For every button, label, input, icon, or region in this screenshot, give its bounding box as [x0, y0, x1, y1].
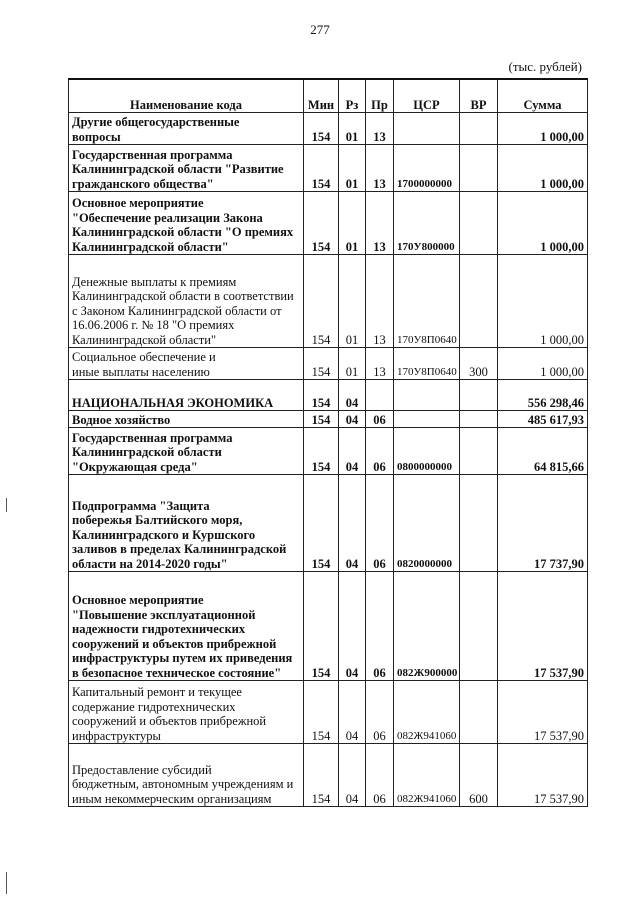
row-csr: 1700000000	[394, 145, 460, 192]
row-name: Водное хозяйство	[69, 411, 304, 428]
row-sum: 1 000,00	[498, 192, 588, 255]
row-pr: 06	[366, 681, 394, 744]
row-vr: 600	[460, 744, 498, 807]
row-csr	[394, 411, 460, 428]
header-name: Наименование кода	[69, 79, 304, 113]
row-sum: 1 000,00	[498, 113, 588, 145]
row-pr: 06	[366, 475, 394, 572]
table-row	[69, 475, 588, 572]
row-name: Государственная программа Калининградской области "Окружающая среда"	[69, 428, 304, 475]
row-min: 154	[304, 192, 339, 255]
row-rz: 01	[339, 145, 366, 192]
table-row	[69, 744, 588, 807]
row-vr: 300	[460, 348, 498, 380]
row-csr: 170У8П0640	[394, 255, 460, 348]
row-vr	[460, 411, 498, 428]
row-rz: 01	[339, 348, 366, 380]
row-rz: 04	[339, 380, 366, 411]
row-csr: 170У800000	[394, 192, 460, 255]
row-vr	[460, 192, 498, 255]
row-rz: 01	[339, 113, 366, 145]
row-sum: 17 537,90	[498, 681, 588, 744]
row-name: Другие общегосударственные вопросы	[69, 113, 304, 145]
header-csr: ЦСР	[394, 79, 460, 113]
row-min: 154	[304, 475, 339, 572]
row-min: 154	[304, 380, 339, 411]
row-sum: 1 000,00	[498, 348, 588, 380]
row-csr: 170У8П0640	[394, 348, 460, 380]
row-rz: 04	[339, 428, 366, 475]
row-sum: 1 000,00	[498, 255, 588, 348]
row-pr: 06	[366, 744, 394, 807]
table-row	[69, 348, 588, 380]
table-row	[69, 255, 588, 348]
row-rz: 04	[339, 744, 366, 807]
row-name: Предоставление субсидий бюджетным, автономным учреждениям и иным некоммерческим организациям	[69, 744, 304, 807]
row-min: 154	[304, 572, 339, 681]
row-name: Государственная программа Калининградской области "Развитие гражданского общества"	[69, 145, 304, 192]
row-csr	[394, 380, 460, 411]
row-name: НАЦИОНАЛЬНАЯ ЭКОНОМИКА	[69, 380, 304, 411]
row-name: Денежные выплаты к премиям Калининградской области в соответствии с Законом Калининградской области от 16.06.2006 г. № 18 "О премиях Калининградской области"	[69, 255, 304, 348]
header-sum: Сумма	[498, 79, 588, 113]
row-min: 154	[304, 255, 339, 348]
row-pr: 06	[366, 428, 394, 475]
row-pr: 13	[366, 348, 394, 380]
row-sum: 556 298,46	[498, 380, 588, 411]
table-row	[69, 192, 588, 255]
row-name: Основное мероприятие "Повышение эксплуатационной надежности гидротехнических сооружений и объектов прибрежной инфраструктуры путем их приведения в безопасное техническое состояние"	[69, 572, 304, 681]
table-row	[69, 411, 588, 428]
row-name: Подпрограмма "Защита побережья Балтийского моря, Калининградского и Куршского заливов в пределах Калининградской области на 2014-2020 годы"	[69, 475, 304, 572]
row-rz: 04	[339, 572, 366, 681]
scan-margin-mark	[6, 872, 7, 894]
row-vr	[460, 572, 498, 681]
table-row	[69, 572, 588, 681]
row-pr: 13	[366, 145, 394, 192]
row-pr: 06	[366, 572, 394, 681]
row-sum: 17 537,90	[498, 744, 588, 807]
row-sum: 1 000,00	[498, 145, 588, 192]
row-rz: 01	[339, 255, 366, 348]
scan-margin-mark	[6, 498, 7, 512]
row-csr: 0800000000	[394, 428, 460, 475]
units-label: (тыс. рублей)	[508, 59, 582, 74]
row-min: 154	[304, 428, 339, 475]
row-csr: 082Ж941060	[394, 744, 460, 807]
row-sum: 64 815,66	[498, 428, 588, 475]
row-vr	[460, 145, 498, 192]
row-vr	[460, 428, 498, 475]
row-rz: 01	[339, 192, 366, 255]
row-sum: 17 537,90	[498, 572, 588, 681]
row-min: 154	[304, 348, 339, 380]
budget-table	[68, 78, 588, 807]
row-min: 154	[304, 681, 339, 744]
row-vr	[460, 380, 498, 411]
row-sum: 485 617,93	[498, 411, 588, 428]
row-pr: 13	[366, 255, 394, 348]
table-header-row	[69, 79, 588, 113]
row-min: 154	[304, 145, 339, 192]
row-csr: 0820000000	[394, 475, 460, 572]
header-min: Мин	[304, 79, 339, 113]
header-rz: Рз	[339, 79, 366, 113]
row-rz: 04	[339, 681, 366, 744]
header-pr: Пр	[366, 79, 394, 113]
row-csr: 082Ж941060	[394, 681, 460, 744]
table-row	[69, 113, 588, 145]
row-rz: 04	[339, 475, 366, 572]
row-vr	[460, 475, 498, 572]
row-pr: 06	[366, 411, 394, 428]
page-number: 277	[310, 22, 330, 37]
table-row	[69, 380, 588, 411]
row-name: Капитальный ремонт и текущее содержание гидротехнических сооружений и объектов прибрежной инфраструктуры	[69, 681, 304, 744]
row-vr	[460, 113, 498, 145]
row-vr	[460, 255, 498, 348]
row-min: 154	[304, 411, 339, 428]
row-pr: 13	[366, 192, 394, 255]
row-min: 154	[304, 744, 339, 807]
table-row	[69, 145, 588, 192]
row-min: 154	[304, 113, 339, 145]
header-vr: ВР	[460, 79, 498, 113]
row-csr: 082Ж900000	[394, 572, 460, 681]
row-name: Социальное обеспечение и иные выплаты населению	[69, 348, 304, 380]
row-vr	[460, 681, 498, 744]
table-row	[69, 681, 588, 744]
table-row	[69, 428, 588, 475]
row-pr: 13	[366, 113, 394, 145]
row-rz: 04	[339, 411, 366, 428]
row-name: Основное мероприятие "Обеспечение реализации Закона Калининградской области "О премиях Калининградской области"	[69, 192, 304, 255]
row-sum: 17 737,90	[498, 475, 588, 572]
row-pr	[366, 380, 394, 411]
row-csr	[394, 113, 460, 145]
